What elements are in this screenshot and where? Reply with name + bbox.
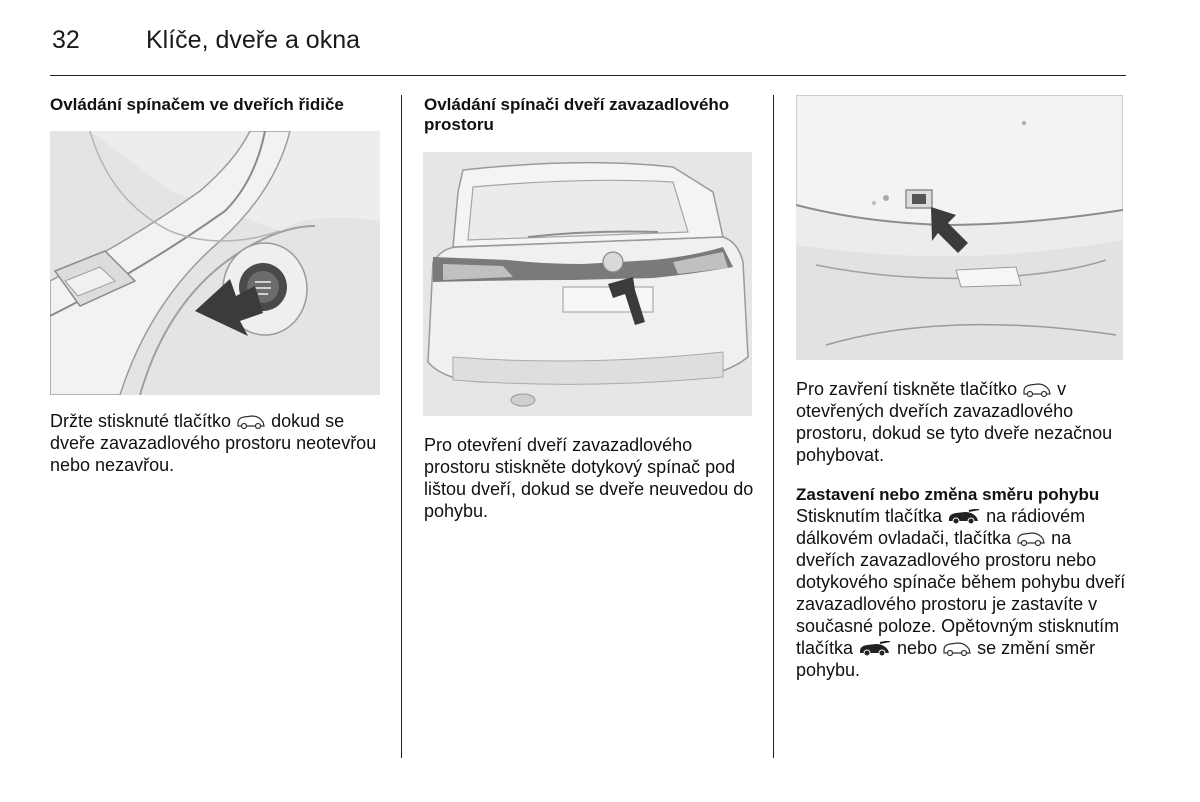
- tailgate-outline-icon: [1016, 531, 1046, 547]
- column-divider-1: [401, 95, 402, 758]
- subheading-stop-reverse: Zastavení nebo změna směru pohybu: [796, 485, 1100, 504]
- tailgate-outline-icon: [942, 641, 972, 657]
- car-remote-icon: [858, 641, 892, 657]
- column-1-body: [50, 410, 385, 476]
- column-tailgate-switch: [424, 95, 754, 135]
- page-number: 32: [52, 26, 80, 54]
- section-heading-tailgate-switch: Ovládání spínači dveří zavazadlového prostoru: [424, 95, 730, 134]
- paragraph-driver-switch: Držte stisknuté tlačítko dokud se dveře zavazadlového prostoru neotevřou nebo nezavřou.: [50, 411, 377, 475]
- tailgate-outline-icon: [1022, 382, 1052, 398]
- paragraph-close-button: Pro zavření tiskněte tlačítko v otevřených dveřích zavazadlového prostoru, dokud se tyto dveře nezačnou pohybovat.: [796, 379, 1113, 465]
- paragraph-stop-reverse: Stisknutím tlačítka na rádiovém dálkovém ovladači, tlačítka na dveřích zavazadlového prostoru nebo dotykového spínače během pohybu dveří zavazadlového prostoru je zastavíte v současné poloze. Opětovným stisknutím tlačítka nebo se změní směr pohybu.: [796, 506, 1126, 680]
- tailgate-inner-button-illustration: [796, 95, 1123, 360]
- paragraph-tailgate-switch: Pro otevření dveří zavazadlového prostoru stiskněte dotykový spínač pod lištou dveří, dokud se dveře neuvedou do pohybu.: [424, 435, 754, 521]
- car-remote-icon: [947, 509, 981, 525]
- page-header: [52, 26, 360, 55]
- column-2-body: [424, 434, 754, 522]
- chapter-title: Klíče, dveře a okna: [146, 26, 361, 54]
- tailgate-touch-switch-illustration: [423, 152, 752, 416]
- driver-door-switch-illustration: [50, 131, 380, 395]
- section-heading-driver-switch: Ovládání spínačem ve dveřích řidiče: [50, 95, 344, 114]
- header-rule: [50, 75, 1126, 76]
- tailgate-outline-icon: [236, 414, 266, 430]
- column-driver-door-switch: [50, 95, 385, 115]
- column-divider-2: [773, 95, 774, 758]
- column-3-body: [796, 378, 1126, 681]
